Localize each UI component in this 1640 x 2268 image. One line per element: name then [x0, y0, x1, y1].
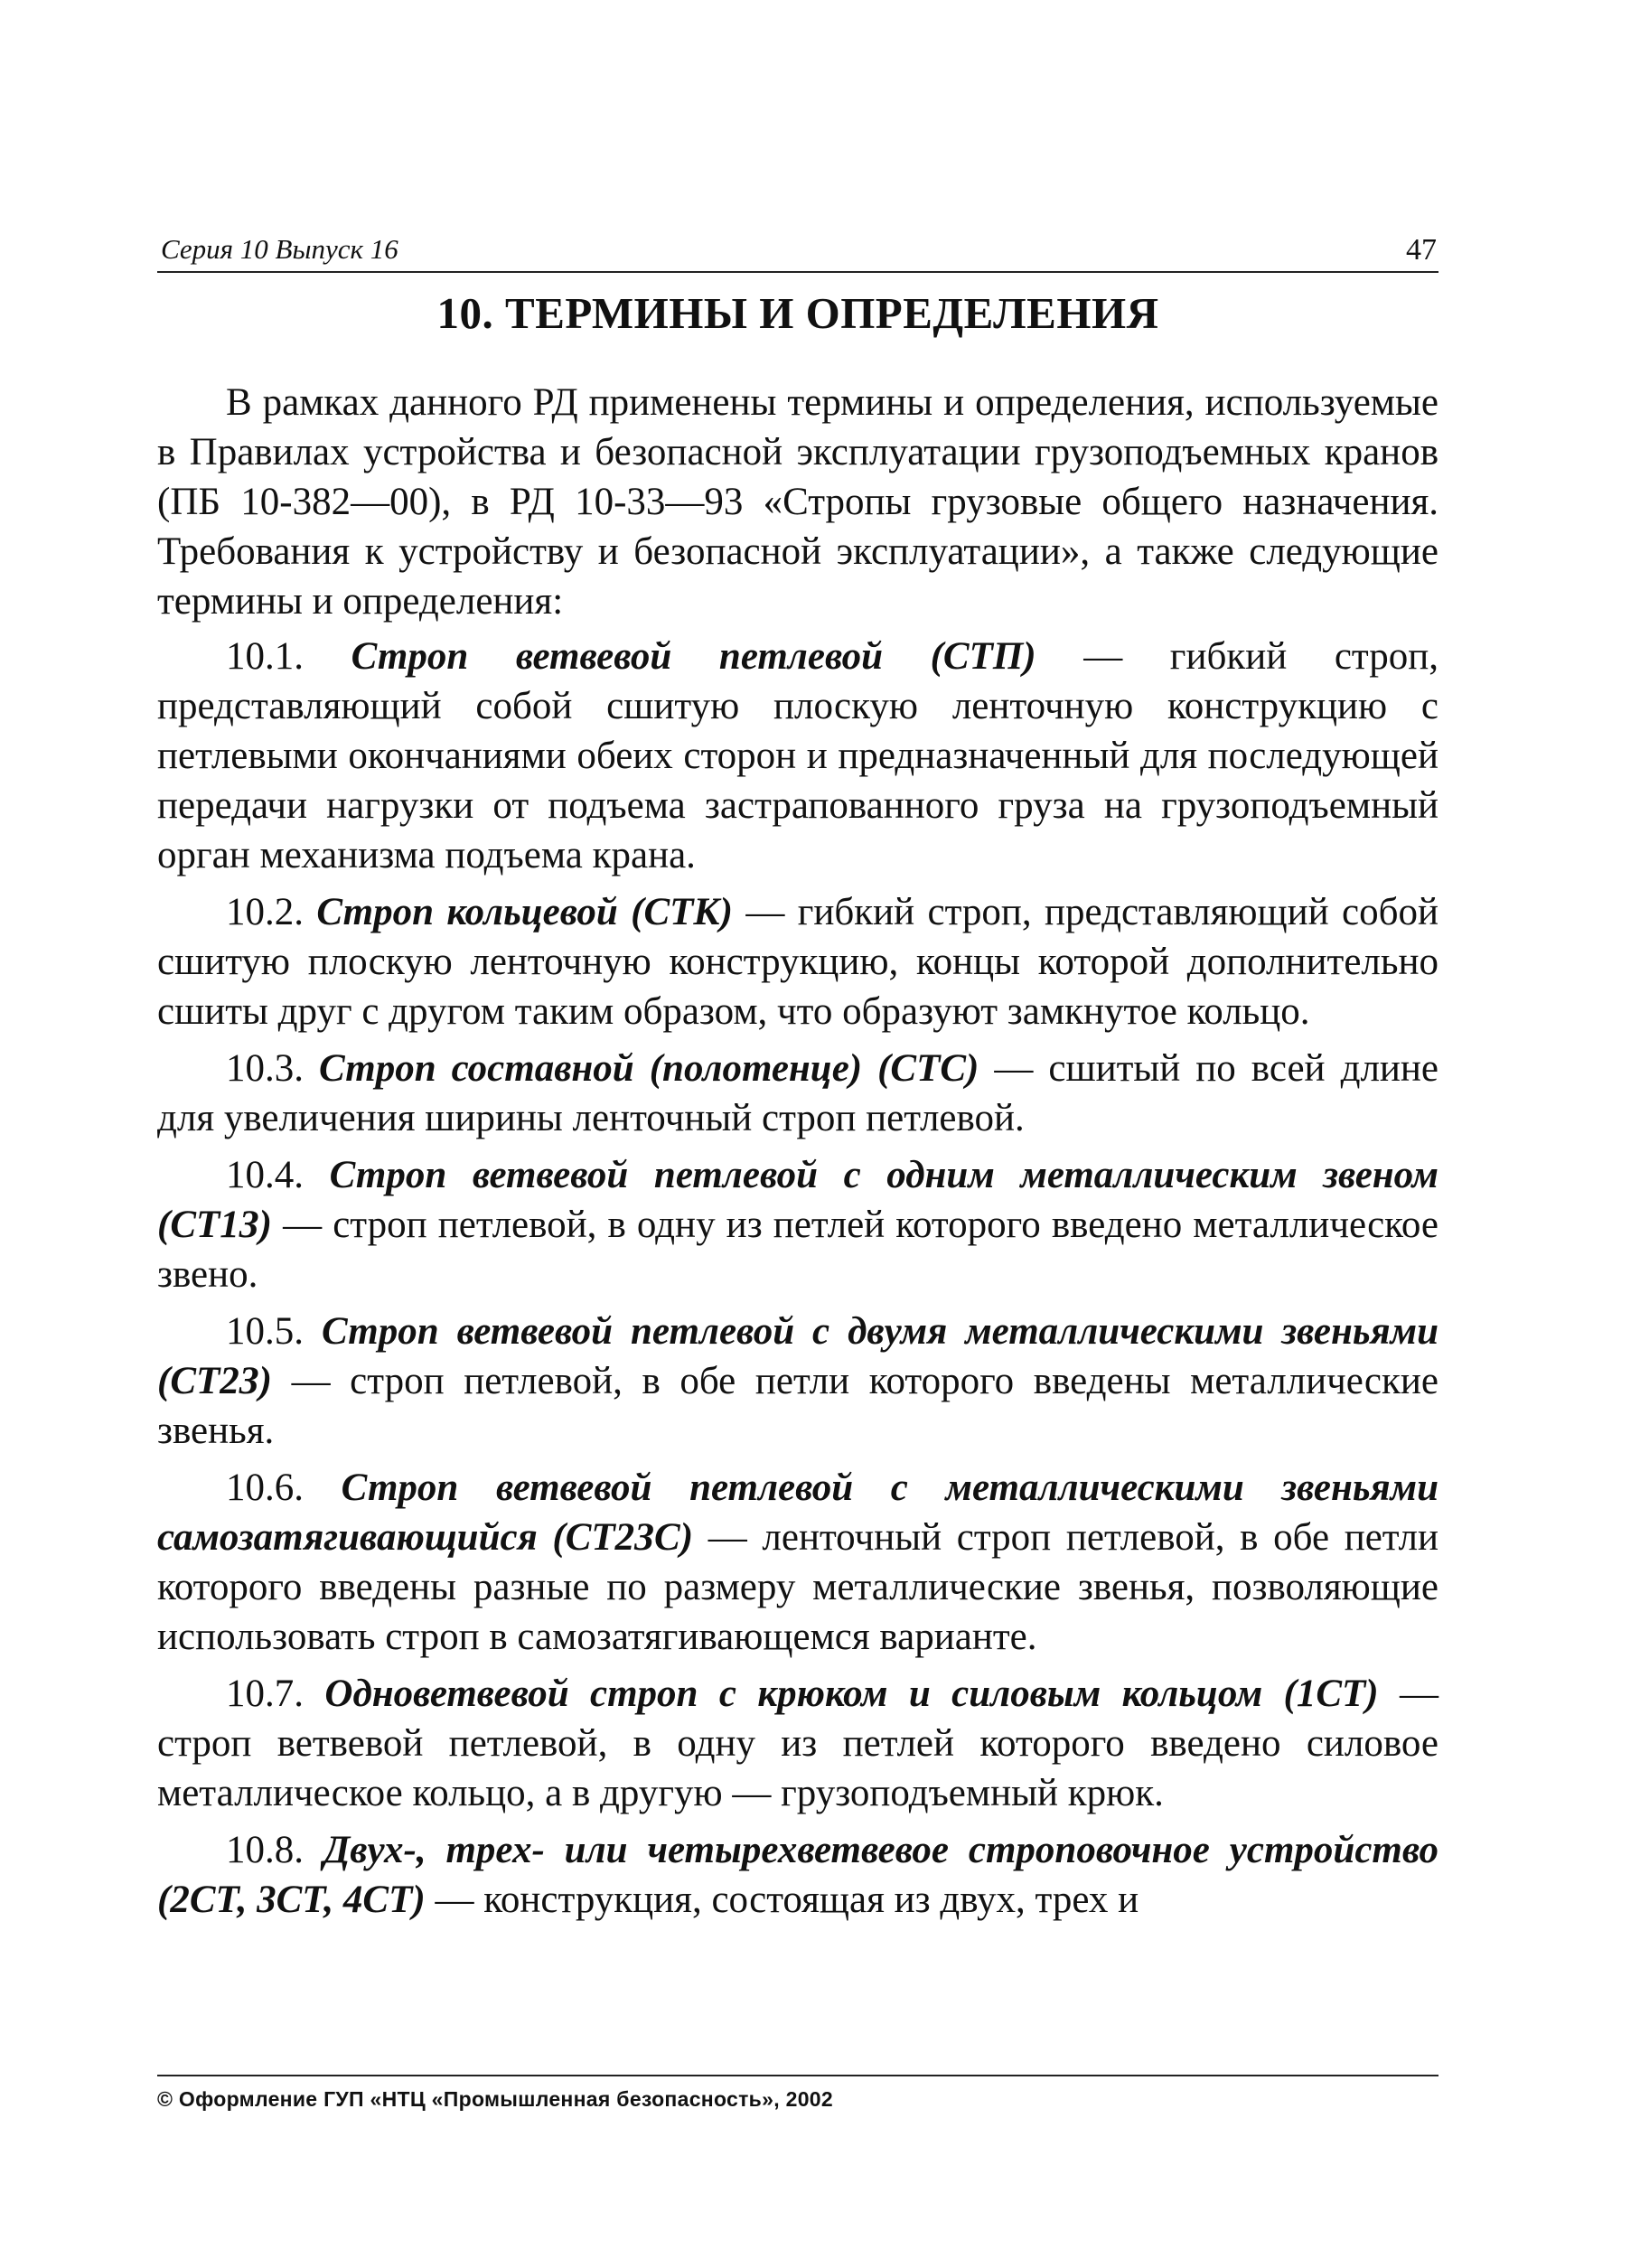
section-title: 10. ТЕРМИНЫ И ОПРЕДЕЛЕНИЯ — [436, 288, 1159, 338]
definition-paragraph — [157, 887, 1439, 1036]
definition-term: Строп ветвевой петлевой (СТП) — [351, 635, 1036, 678]
definition-text: — строп ветвевой петлевой, в одну из петлей которого введено силовое металлическое кольцо, а в другую — грузоподъемный крюк. — [157, 1673, 1439, 1814]
definition-number: 10.6. — [226, 1467, 304, 1509]
definition-number: 10.2. — [226, 891, 304, 933]
page-number: 47 — [1406, 233, 1437, 267]
definition-term: Строп составной (полотенце) (СТС) — [319, 1047, 979, 1090]
definition-term: Строп ветвевой петлевой с металлическими звеньями самозатягивающийся (СТ2ЗС) — [157, 1467, 1439, 1559]
definition-paragraph — [157, 1463, 1439, 1662]
definition-text: — ленточный строп петлевой, в обе петли которого введены разные по размеру металлические звенья, позволяющие использовать строп в самозатягивающемся варианте. — [157, 1516, 1439, 1658]
definition-paragraph — [157, 632, 1439, 880]
definition-term: Одноветвевой строп с крюком и силовым кольцом (1СТ) — [324, 1673, 1379, 1715]
definition-paragraph — [157, 1669, 1439, 1818]
series-label: Серия 10 Выпуск 16 — [161, 233, 398, 265]
definition-text: — конструкция, состоящая из двух, трех и — [435, 1879, 1139, 1921]
copyright-footer: © Оформление ГУП «НТЦ «Промышленная безопасность», 2002 — [157, 2075, 1439, 2112]
definition-paragraph — [157, 1307, 1439, 1456]
definition-text: — строп петлевой, в обе петли которого введены металлические звенья. — [157, 1360, 1439, 1452]
definition-text: — сшитый по всей длине для увеличения ширины ленточный строп петлевой. — [157, 1047, 1439, 1139]
definition-number: 10.3. — [226, 1047, 304, 1090]
definition-term: Строп кольцевой (СТК) — [316, 891, 733, 933]
definition-term: Строп ветвевой петлевой с двумя металлическими звеньями (СТ2З) — [157, 1310, 1439, 1402]
definition-text: — строп петлевой, в одну из петлей которого введено металлическое звено. — [157, 1204, 1439, 1296]
intro-paragraph: В рамках данного РД применены термины и определения, используемые в Правилах устройства и безопасной эксплуатации грузоподъемных кранов (ПБ 10-382—00), в РД 10-33—93 «Стропы грузовые общего назначения. Требования к устройству и безопасной эксплуатации», а также следующие термины и определения: — [157, 381, 1439, 623]
definition-term: Двух-, трех- или четырехветвевое строповочное устройство (2СТ, 3СТ, 4СТ) — [157, 1829, 1439, 1921]
definition-number: 10.1. — [226, 635, 304, 678]
body-text — [157, 378, 1439, 1932]
definition-paragraph — [157, 1825, 1439, 1925]
definition-text: — гибкий строп, представляющий собой сшитую плоскую ленточную конструкцию с петлевыми окончаниями обеих сторон и предназначенный для последующей передачи нагрузки от подъема застрапованного груза на грузоподъемный орган механизма подъема крана. — [157, 635, 1439, 876]
running-header — [157, 228, 1439, 273]
definition-term: Строп ветвевой петлевой с одним металлическим звеном (СТ1З) — [157, 1154, 1439, 1246]
definition-paragraph — [157, 1044, 1439, 1143]
definition-number: 10.4. — [226, 1154, 304, 1196]
definition-number: 10.5. — [226, 1310, 304, 1353]
definition-paragraph — [157, 1150, 1439, 1299]
definition-number: 10.8. — [226, 1829, 304, 1871]
definition-text: — гибкий строп, представляющий собой сшитую плоскую ленточную конструкцию, концы которой дополнительно сшиты друг с другом таким образом, что образуют замкнутое кольцо. — [157, 891, 1439, 1033]
definition-number: 10.7. — [226, 1673, 304, 1715]
